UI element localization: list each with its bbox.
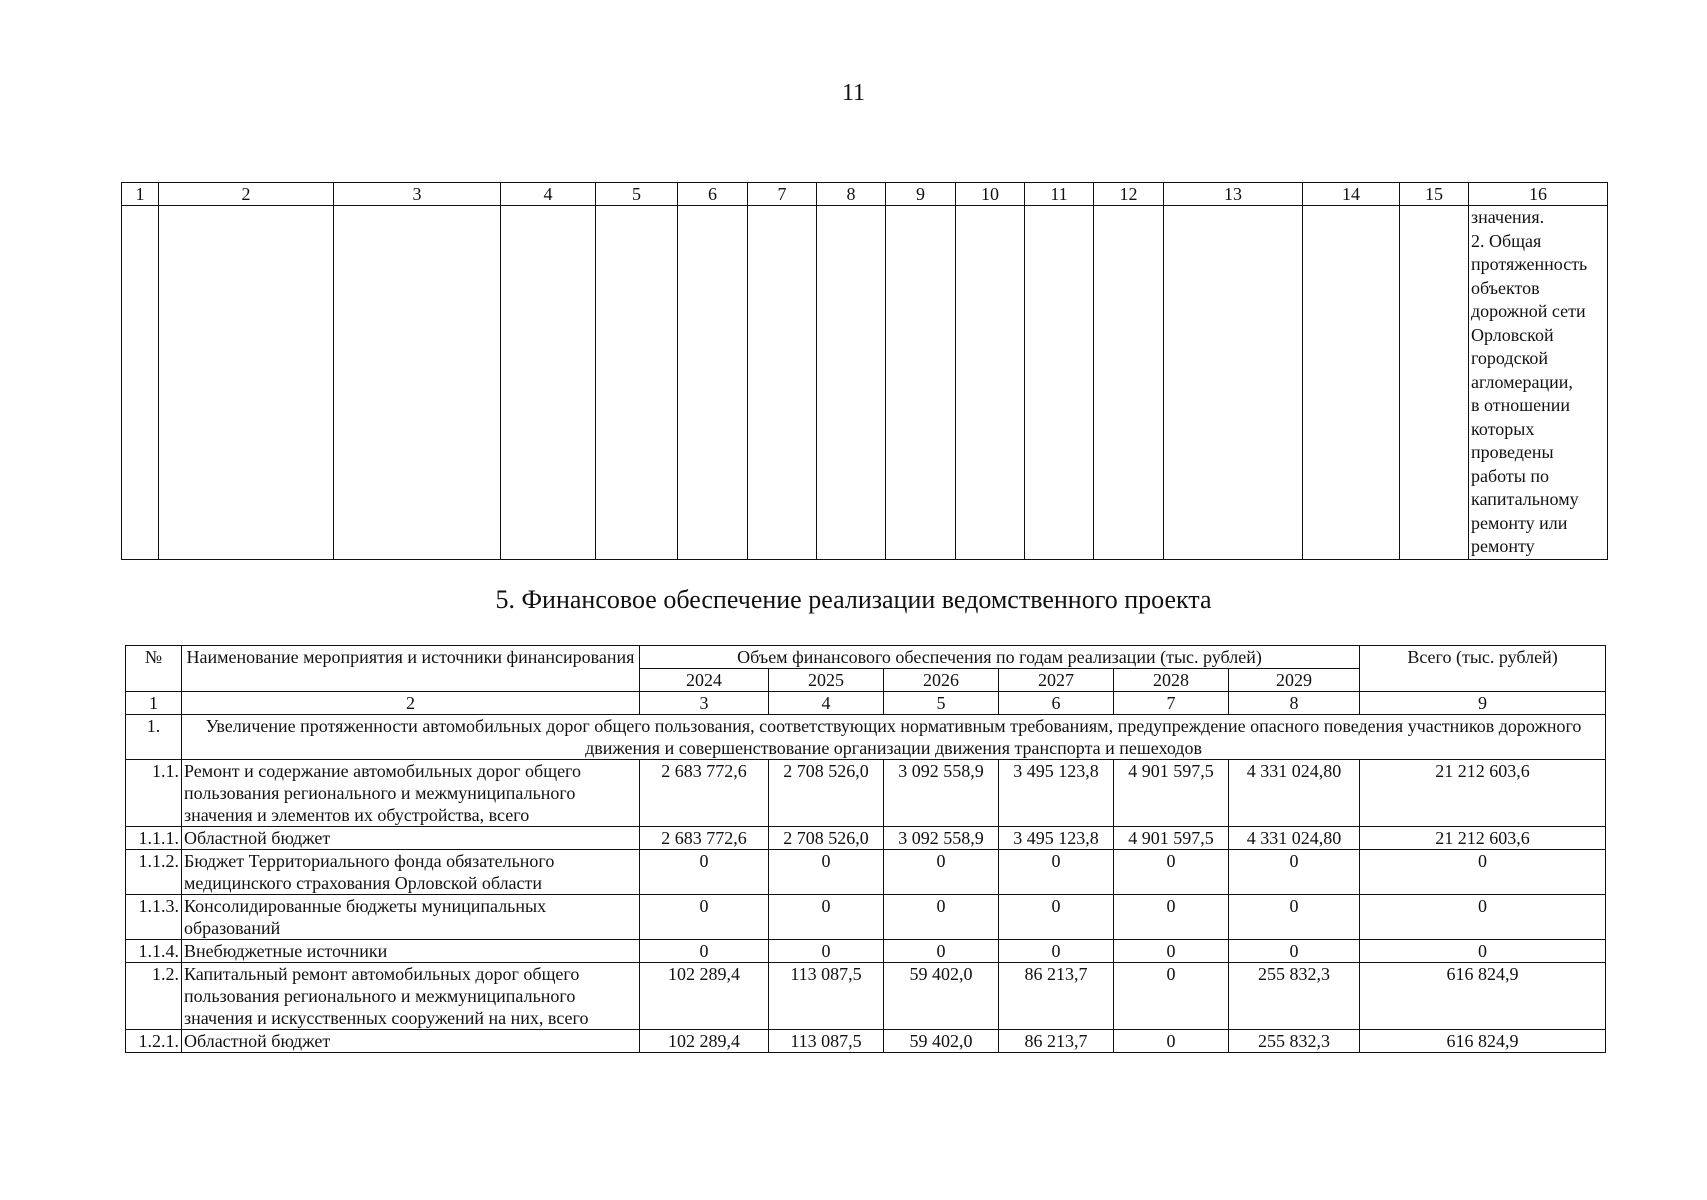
year-value: 4 331 024,80 [1229,827,1360,850]
column-number: 5 [596,183,678,206]
table-row [126,760,1606,827]
section-title: 5. Финансовое обеспечение реализации ведомственного проекта [495,585,1212,614]
column-number: 8 [817,183,886,206]
year-value: 3 092 558,9 [884,760,999,827]
header-row-1 [126,646,1606,669]
year-header: 2026 [884,669,999,692]
year-header: 2028 [1114,669,1229,692]
empty-cell [334,206,501,560]
row-total: 0 [1360,940,1606,963]
row-number: 1.2.1. [126,1030,182,1053]
column-number: 5 [884,692,999,715]
year-value: 0 [1229,895,1360,940]
year-value: 59 402,0 [884,963,999,1030]
year-value: 2 708 526,0 [769,760,884,827]
table-row [126,895,1606,940]
column-number: 1 [122,183,159,206]
row-number: 1.1. [126,760,182,827]
row-name: Областной бюджет [182,1030,640,1053]
description-line: ремонту [1471,536,1535,556]
year-value: 113 087,5 [769,1030,884,1053]
empty-cell [886,206,956,560]
year-value: 0 [884,895,999,940]
page-number: 11 [841,80,866,106]
year-value: 0 [640,850,769,895]
year-value: 0 [1114,940,1229,963]
indicator-description-cell [1469,206,1608,560]
year-value: 0 [769,940,884,963]
row-name: Консолидированные бюджеты муниципальных образований [182,895,640,940]
header-total: Всего (тыс. рублей) [1360,646,1606,692]
column-number: 1 [126,692,182,715]
row-total: 21 212 603,6 [1360,760,1606,827]
row-number: 1.2. [126,963,182,1030]
year-value: 102 289,4 [640,1030,769,1053]
column-number: 10 [956,183,1025,206]
description-line: в отношении [1471,395,1571,415]
financing-rows [126,760,1606,1053]
header-number: № [126,646,182,692]
column-number-row [126,692,1606,715]
row-total: 0 [1360,850,1606,895]
row-total: 616 824,9 [1360,963,1606,1030]
year-value: 0 [769,895,884,940]
description-line: проведены [1471,442,1554,462]
table-row [126,940,1606,963]
column-number: 12 [1094,183,1164,206]
year-value: 0 [1114,850,1229,895]
row-name: Бюджет Территориального фонда обязательного медицинского страхования Орловской области [182,850,640,895]
section-number: 1. [126,715,182,760]
column-number: 4 [501,183,596,206]
empty-cell [1303,206,1400,560]
column-number: 7 [748,183,817,206]
description-line: 2. Общая [1471,230,1542,251]
empty-cell [596,206,678,560]
year-value: 0 [999,940,1114,963]
year-value: 0 [640,895,769,940]
column-number: 2 [159,183,334,206]
column-number: 15 [1400,183,1469,206]
row-total: 616 824,9 [1360,1030,1606,1053]
description-line: дорожной сети [1471,301,1586,321]
column-number: 14 [1303,183,1400,206]
year-value: 255 832,3 [1229,963,1360,1030]
description-line: Орловской [1471,324,1554,345]
year-value: 2 708 526,0 [769,827,884,850]
empty-cell [1025,206,1094,560]
empty-cell [1164,206,1303,560]
year-value: 86 213,7 [999,1030,1114,1053]
description-line: капитальному [1471,489,1579,509]
row-name: Капитальный ремонт автомобильных дорог общего пользования регионального и межмуниципального значения и искусственных сооружений на них, всего [182,963,640,1030]
column-number: 8 [1229,692,1360,715]
column-number: 9 [1360,692,1606,715]
description-line: протяженность [1471,254,1588,274]
year-value: 0 [1114,1030,1229,1053]
year-value: 0 [1229,940,1360,963]
row-number: 1.1.3. [126,895,182,940]
year-value: 0 [640,940,769,963]
empty-cell [817,206,886,560]
year-value: 3 092 558,9 [884,827,999,850]
column-number: 7 [1114,692,1229,715]
year-value: 86 213,7 [999,963,1114,1030]
year-value: 4 901 597,5 [1114,760,1229,827]
row-number: 1.1.2. [126,850,182,895]
row-name: Областной бюджет [182,827,640,850]
year-header: 2024 [640,669,769,692]
table-row [126,1030,1606,1053]
year-value: 0 [884,940,999,963]
year-value: 0 [884,850,999,895]
section-heading: Увеличение протяженности автомобильных дорог общего пользования, соответствующих нормативным требованиям, предупреждение опасного поведения участников дорожного движения и совершенствование организации движения транспорта и пешеходов [182,715,1606,760]
column-number: 3 [334,183,501,206]
description-line: ремонту или [1471,512,1568,533]
financing-table [125,645,1606,1053]
column-number: 9 [886,183,956,206]
column-number-row [122,183,1608,206]
description-line: городской [1471,348,1549,368]
table-row [126,963,1606,1030]
description-line: объектов [1471,277,1540,298]
year-value: 0 [769,850,884,895]
empty-cell [1400,206,1469,560]
row-total: 21 212 603,6 [1360,827,1606,850]
header-name: Наименование мероприятия и источники финансирования [182,646,640,692]
column-number: 3 [640,692,769,715]
empty-cell [159,206,334,560]
description-line: агломерации, [1471,371,1573,392]
year-header: 2025 [769,669,884,692]
row-number: 1.1.4. [126,940,182,963]
description-line: которых [1471,418,1535,439]
year-value: 4 901 597,5 [1114,827,1229,850]
column-number: 4 [769,692,884,715]
row-total: 0 [1360,895,1606,940]
year-value: 102 289,4 [640,963,769,1030]
year-value: 3 495 123,8 [999,827,1114,850]
indicators-table-continuation [121,182,1608,560]
year-value: 0 [999,850,1114,895]
row-name: Ремонт и содержание автомобильных дорог общего пользования регионального и межмуниципального значения и элементов их обустройства, всего [182,760,640,827]
year-value: 2 683 772,6 [640,760,769,827]
column-number: 11 [1025,183,1094,206]
empty-cell [501,206,596,560]
empty-cell [122,206,159,560]
year-value: 2 683 772,6 [640,827,769,850]
year-value: 3 495 123,8 [999,760,1114,827]
section-row [126,715,1606,760]
description-line: работы по [1471,465,1550,486]
year-value: 0 [999,895,1114,940]
year-header: 2027 [999,669,1114,692]
column-number: 16 [1469,183,1608,206]
year-header: 2029 [1229,669,1360,692]
column-number: 2 [182,692,640,715]
column-number: 6 [999,692,1114,715]
empty-cell [1094,206,1164,560]
row-name: Внебюджетные источники [182,940,640,963]
year-value: 0 [1229,850,1360,895]
column-number: 13 [1164,183,1303,206]
header-volume: Объем финансового обеспечения по годам реализации (тыс. рублей) [640,646,1360,669]
description-line: значения. [1471,207,1545,227]
year-value: 4 331 024,80 [1229,760,1360,827]
year-value: 59 402,0 [884,1030,999,1053]
year-value: 0 [1114,895,1229,940]
year-value: 113 087,5 [769,963,884,1030]
year-value: 0 [1114,963,1229,1030]
table-row [126,850,1606,895]
indicator-body-row [122,206,1608,560]
year-value: 255 832,3 [1229,1030,1360,1053]
column-number: 6 [678,183,748,206]
table-row [126,827,1606,850]
empty-cell [956,206,1025,560]
empty-cell [678,206,748,560]
empty-cell [748,206,817,560]
row-number: 1.1.1. [126,827,182,850]
